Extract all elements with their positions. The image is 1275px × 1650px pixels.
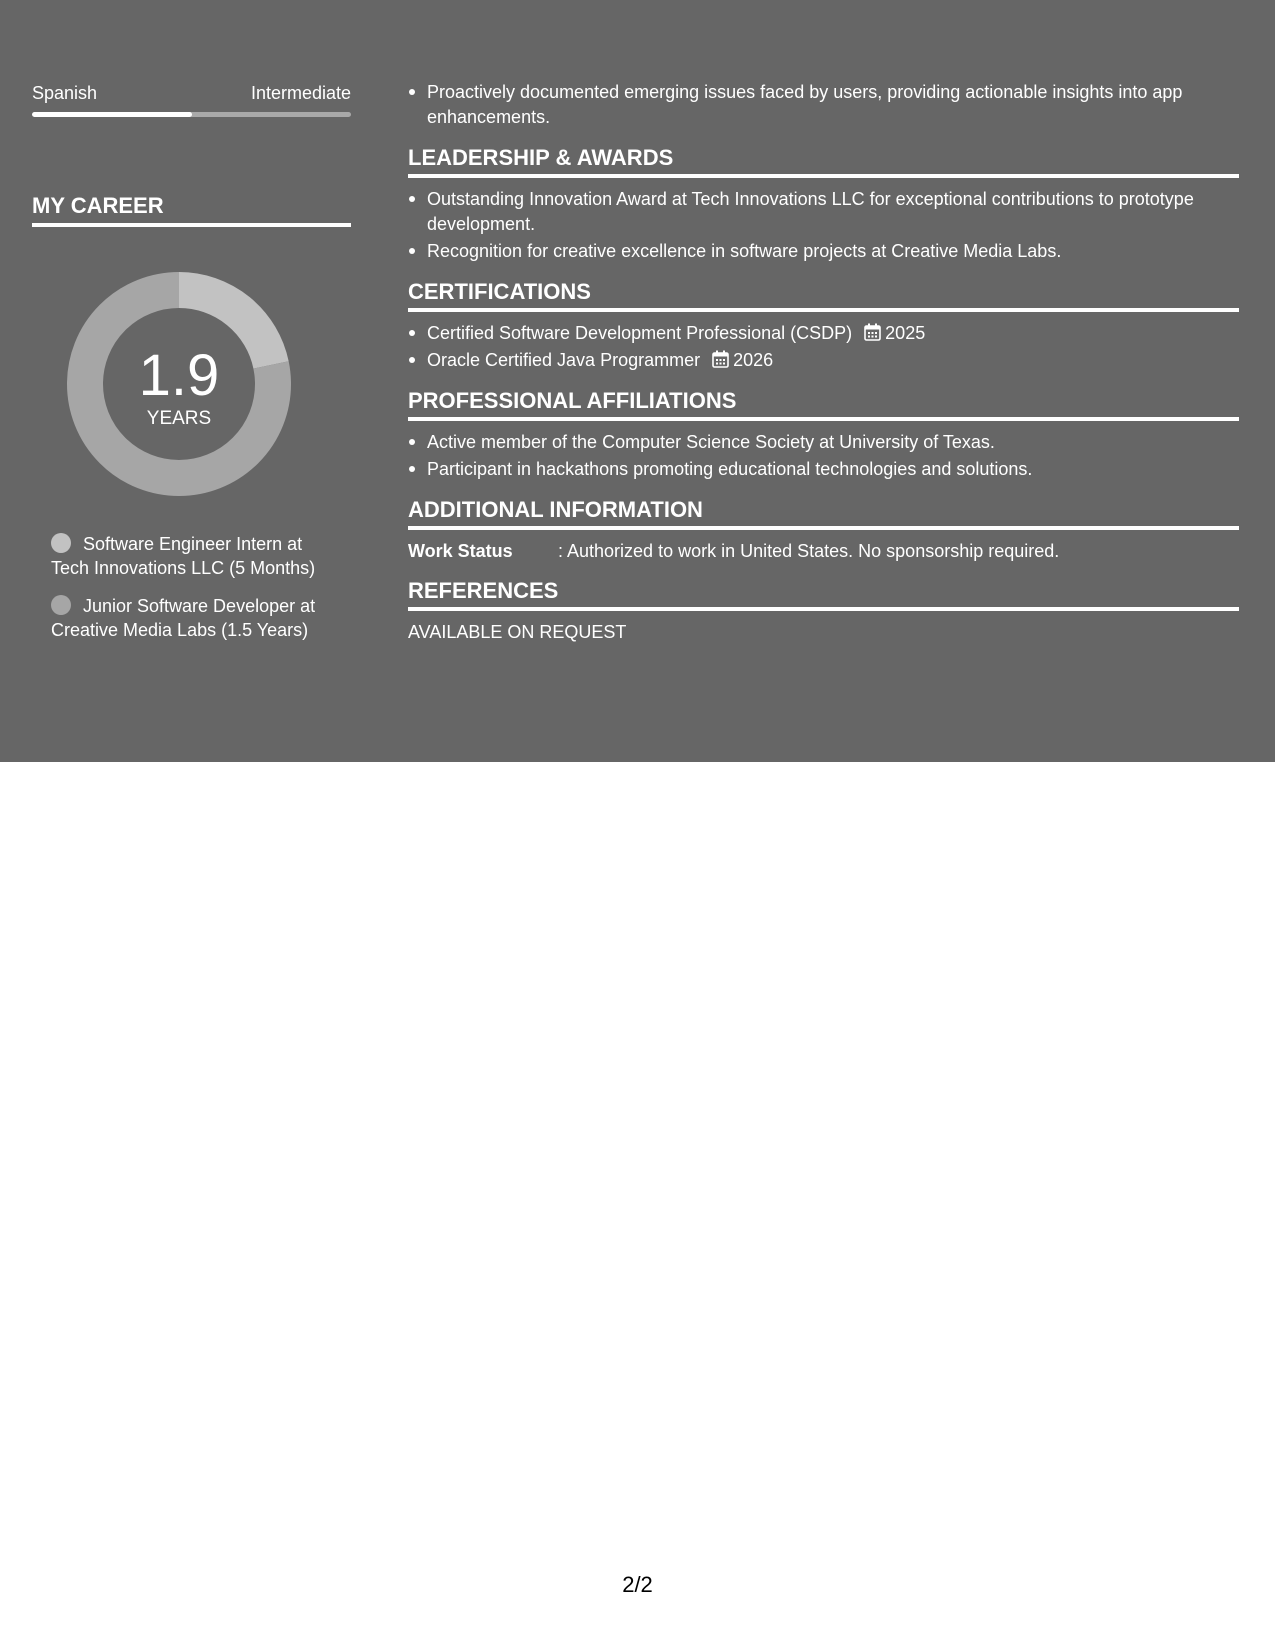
language-level: Intermediate xyxy=(250,83,351,103)
experience-tail-list xyxy=(408,80,1239,130)
certifications-list xyxy=(408,321,1239,373)
career-legend xyxy=(51,532,341,642)
additional-info-section xyxy=(408,497,1239,563)
references-section xyxy=(408,578,1239,644)
language-proficiency-fill xyxy=(32,112,192,117)
certification-year: 2025 xyxy=(885,323,926,343)
career-heading: MY CAREER xyxy=(32,193,351,227)
certifications-section xyxy=(408,279,1239,373)
language-row xyxy=(32,82,351,104)
affiliations-heading: PROFESSIONAL AFFILIATIONS xyxy=(408,388,1239,421)
leadership-heading: LEADERSHIP & AWARDS xyxy=(408,145,1239,178)
language-name: Spanish xyxy=(32,83,98,103)
certification-year: 2026 xyxy=(733,350,774,370)
additional-info-heading: ADDITIONAL INFORMATION xyxy=(408,497,1239,530)
leadership-list xyxy=(408,187,1239,264)
calendar-icon xyxy=(712,350,729,368)
leadership-section xyxy=(408,145,1239,264)
resume-panel xyxy=(0,0,1275,762)
career-legend-label: Software Engineer Intern at Tech Innovations LLC (5 Months) xyxy=(51,534,316,578)
affiliation-bullet: Participant in hackathons promoting educational technologies and solutions. xyxy=(408,457,1239,482)
page-number: 2/2 xyxy=(622,1572,653,1597)
language-proficiency-bar xyxy=(32,112,351,117)
work-status-label: Work Status xyxy=(408,541,513,561)
certification-item xyxy=(408,321,1239,346)
certifications-heading: CERTIFICATIONS xyxy=(408,279,1239,312)
affiliations-list xyxy=(408,430,1239,482)
leadership-bullet: Outstanding Innovation Award at Tech Innovations LLC for exceptional contributions to prototype development. xyxy=(408,187,1239,237)
work-status-value: : Authorized to work in United States. No sponsorship required. xyxy=(558,541,1060,561)
leadership-bullet: Recognition for creative excellence in software projects at Creative Media Labs. xyxy=(408,239,1239,264)
career-legend-label: Junior Software Developer at Creative Media Labs (1.5 Years) xyxy=(51,596,316,640)
career-donut-chart xyxy=(67,272,291,496)
left-column xyxy=(32,82,351,656)
affiliation-bullet: Active member of the Computer Science Society at University of Texas. xyxy=(408,430,1239,455)
career-total-value: 1.9 xyxy=(138,343,220,408)
donut-center xyxy=(67,272,291,496)
legend-dot-icon xyxy=(51,533,71,553)
experience-bullet: Proactively documented emerging issues faced by users, providing actionable insights into app enhancements. xyxy=(408,80,1239,130)
certification-name: Certified Software Development Professional (CSDP) xyxy=(427,323,853,343)
affiliations-section xyxy=(408,388,1239,482)
references-text: AVAILABLE ON REQUEST xyxy=(408,622,627,642)
calendar-icon xyxy=(864,323,881,341)
certification-item xyxy=(408,348,1239,373)
work-status-row xyxy=(408,539,1239,563)
career-legend-item xyxy=(51,594,341,642)
right-column xyxy=(408,80,1239,644)
certification-name: Oracle Certified Java Programmer xyxy=(427,350,701,370)
legend-dot-icon xyxy=(51,595,71,615)
career-legend-item xyxy=(51,532,341,580)
career-total-unit: YEARS xyxy=(146,408,212,429)
references-heading: REFERENCES xyxy=(408,578,1239,611)
